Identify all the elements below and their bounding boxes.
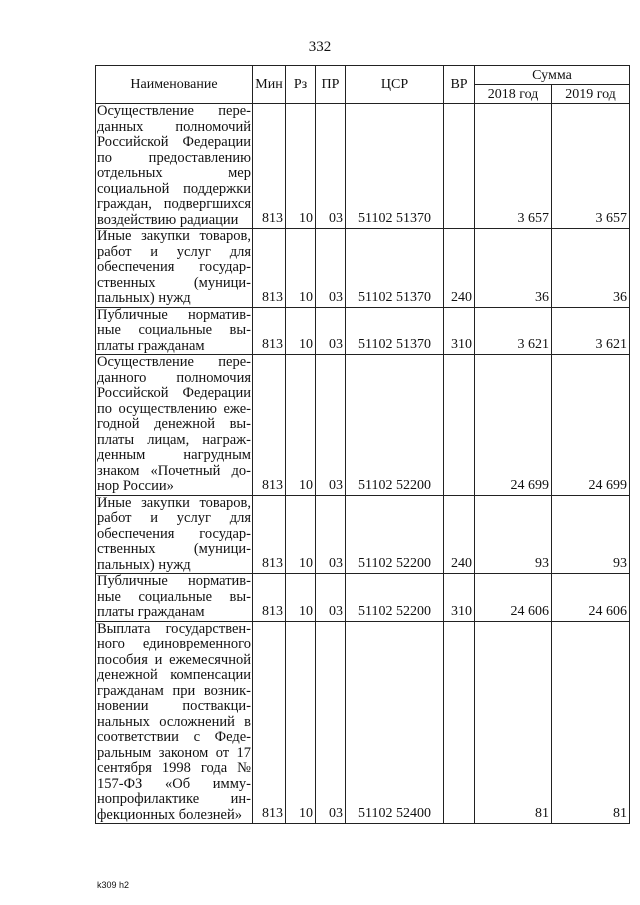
cell-pr: 03 bbox=[316, 621, 346, 824]
cell-min: 813 bbox=[253, 104, 286, 229]
cell-vr bbox=[444, 104, 475, 229]
cell-csr: 51102 51370 bbox=[346, 307, 444, 355]
cell-2019: 3 621 bbox=[552, 307, 630, 355]
cell-pr: 03 bbox=[316, 104, 346, 229]
cell-name: Осуществление переданных полномочий Российской Федерации по предоставлению отдельных мер социальной поддержки граждан, подвергшихся воздействию радиации bbox=[97, 103, 251, 228]
cell-name: Осуществление переданного полномочия Российской Федерации по осуществлению ежегодной денежной выплаты лицам, награжденным нагрудным знаком «Почетный донор России» bbox=[97, 354, 251, 494]
cell-vr bbox=[444, 621, 475, 824]
cell-min: 813 bbox=[253, 307, 286, 355]
cell-pr: 03 bbox=[316, 307, 346, 355]
cell-2019: 81 bbox=[552, 621, 630, 824]
cell-name: Публичные нормативные социальные выплаты гражданам bbox=[97, 573, 251, 620]
cell-rz: 10 bbox=[286, 574, 316, 622]
header-sum: Сумма bbox=[475, 66, 630, 85]
page-number: 332 bbox=[308, 39, 332, 55]
cell-2018: 81 bbox=[475, 621, 552, 824]
cell-rz: 10 bbox=[286, 621, 316, 824]
header-rz: Рз bbox=[286, 66, 316, 104]
cell-min: 813 bbox=[253, 621, 286, 824]
cell-pr: 03 bbox=[316, 229, 346, 308]
header-2018: 2018 год bbox=[475, 85, 552, 104]
cell-csr: 51102 52200 bbox=[346, 355, 444, 496]
cell-csr: 51102 52200 bbox=[346, 495, 444, 574]
cell-2018: 36 bbox=[475, 229, 552, 308]
table-row bbox=[96, 104, 630, 229]
table-row bbox=[96, 307, 630, 355]
cell-csr: 51102 51370 bbox=[346, 229, 444, 308]
header-vr: ВР bbox=[444, 66, 475, 104]
cell-rz: 10 bbox=[286, 355, 316, 496]
cell-vr: 240 bbox=[444, 229, 475, 308]
cell-2018: 3 621 bbox=[475, 307, 552, 355]
cell-min: 813 bbox=[253, 574, 286, 622]
cell-2019: 24 699 bbox=[552, 355, 630, 496]
cell-name: Выплата государственного единовременного пособия и ежемесячной денежной компенсации гражданам при возникновении поствакцинальных осложнений в соответствии с Федеральным законом от 17 сентября 1998 года № 157-ФЗ «Об иммунопрофилактике инфекционных болезней» bbox=[97, 620, 251, 823]
cell-pr: 03 bbox=[316, 574, 346, 622]
cell-2019: 93 bbox=[552, 495, 630, 574]
header-name: Наименование bbox=[96, 66, 253, 104]
budget-table bbox=[95, 65, 630, 824]
header-row bbox=[96, 66, 630, 85]
table-row bbox=[96, 355, 630, 496]
cell-rz: 10 bbox=[286, 104, 316, 229]
cell-pr: 03 bbox=[316, 355, 346, 496]
cell-vr bbox=[444, 355, 475, 496]
table-row bbox=[96, 621, 630, 824]
cell-vr: 240 bbox=[444, 495, 475, 574]
table-row bbox=[96, 574, 630, 622]
cell-2018: 3 657 bbox=[475, 104, 552, 229]
header-min: Мин bbox=[253, 66, 286, 104]
cell-vr: 310 bbox=[444, 574, 475, 622]
cell-rz: 10 bbox=[286, 495, 316, 574]
cell-2019: 24 606 bbox=[552, 574, 630, 622]
cell-csr: 51102 52400 bbox=[346, 621, 444, 824]
header-2019: 2019 год bbox=[552, 85, 630, 104]
cell-min: 813 bbox=[253, 229, 286, 308]
header-csr: ЦСР bbox=[346, 66, 444, 104]
cell-csr: 51102 51370 bbox=[346, 104, 444, 229]
cell-name: Публичные нормативные социальные выплаты гражданам bbox=[97, 306, 251, 354]
cell-rz: 10 bbox=[286, 307, 316, 355]
cell-name: Иные закупки товаров, работ и услуг для обеспечения государственных (муниципальных) нужд bbox=[97, 494, 251, 573]
cell-2018: 24 606 bbox=[475, 574, 552, 622]
cell-pr: 03 bbox=[316, 495, 346, 574]
cell-2018: 93 bbox=[475, 495, 552, 574]
cell-2019: 36 bbox=[552, 229, 630, 308]
cell-csr: 51102 52200 bbox=[346, 574, 444, 622]
footer-code: k309 h2 bbox=[97, 880, 130, 890]
table-row bbox=[96, 495, 630, 574]
cell-vr: 310 bbox=[444, 307, 475, 355]
table-row bbox=[96, 229, 630, 308]
cell-rz: 10 bbox=[286, 229, 316, 308]
cell-2018: 24 699 bbox=[475, 355, 552, 496]
cell-2019: 3 657 bbox=[552, 104, 630, 229]
cell-min: 813 bbox=[253, 355, 286, 496]
cell-name: Иные закупки товаров, работ и услуг для обеспечения государственных (муниципальных) нужд bbox=[97, 228, 251, 306]
header-pr: ПР bbox=[316, 66, 346, 104]
cell-min: 813 bbox=[253, 495, 286, 574]
